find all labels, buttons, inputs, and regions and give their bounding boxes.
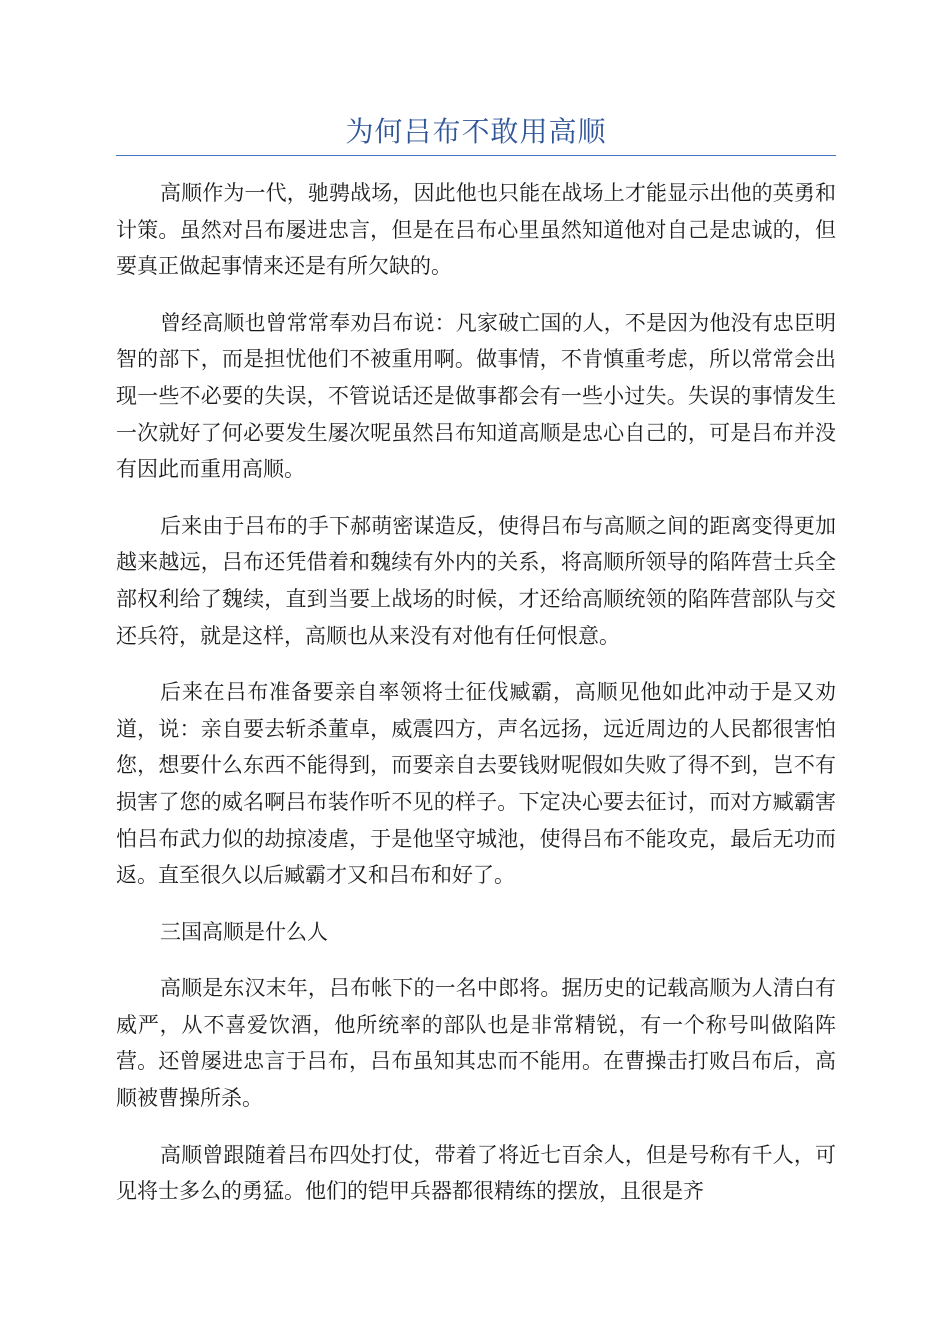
paragraph: 高顺曾跟随着吕布四处打仗，带着了将近七百余人，但是号称有千人，可见将士多么的勇猛。他们的铠甲兵器都很精练的摆放，且很是齐 xyxy=(116,1142,836,1204)
paragraph: 高顺作为一代，驰骋战场，因此他也只能在战场上才能显示出他的英勇和计策。虽然对吕布屡进忠言，但是在吕布心里虽然知道他对自己是忠诚的，但要真正做起事情来还是有所欠缺的。 xyxy=(116,181,836,279)
title-underline xyxy=(116,155,836,156)
paragraph: 后来在吕布准备要亲自率领将士征伐臧霸，高顺见他如此冲动于是又劝道，说：亲自要去斩杀董卓，威震四方，声名远扬，远近周边的人民都很害怕您，想要什么东西不能得到，而要亲自去要钱财呢假如失败了得不到，岂不有损害了您的威名啊吕布装作听不见的样子。下定决心要去征讨，而对方臧霸害怕吕布武力似的劫掠凌虐，于是他坚守城池，使得吕布不能攻克，最后无功而返。直至很久以后臧霸才又和吕布和好了。 xyxy=(116,680,836,888)
paragraph: 高顺是东汉末年，吕布帐下的一名中郎将。据历史的记载高顺为人清白有威严，从不喜爱饮酒，他所统率的部队也是非常精锐，有一个称号叫做陷阵营。还曾屡进忠言于吕布，吕布虽知其忠而不能用。在曹操击打败吕布后，高顺被曹操所杀。 xyxy=(116,976,836,1111)
document-title: 为何吕布不敢用高顺 xyxy=(345,115,607,148)
section-heading: 三国高顺是什么人 xyxy=(160,919,328,944)
paragraph: 曾经高顺也曾常常奉劝吕布说：凡家破亡国的人，不是因为他没有忠臣明智的部下，而是担忧他们不被重用啊。做事情，不肯慎重考虑，所以常常会出现一些不必要的失误，不管说话还是做事都会有一些小过失。失误的事情发生一次就好了何必要发生屡次呢虽然吕布知道高顺是忠心自己的，可是吕布并没有因此而重用高顺。 xyxy=(116,310,836,482)
paragraph: 后来由于吕布的手下郝萌密谋造反，使得吕布与高顺之间的距离变得更加越来越远，吕布还凭借着和魏续有外内的关系，将高顺所领导的陷阵营士兵全部权利给了魏续，直到当要上战场的时候，才还给高顺统领的陷阵营部队与交还兵符，就是这样，高顺也从来没有对他有任何恨意。 xyxy=(116,513,836,648)
document-body xyxy=(116,175,836,1230)
